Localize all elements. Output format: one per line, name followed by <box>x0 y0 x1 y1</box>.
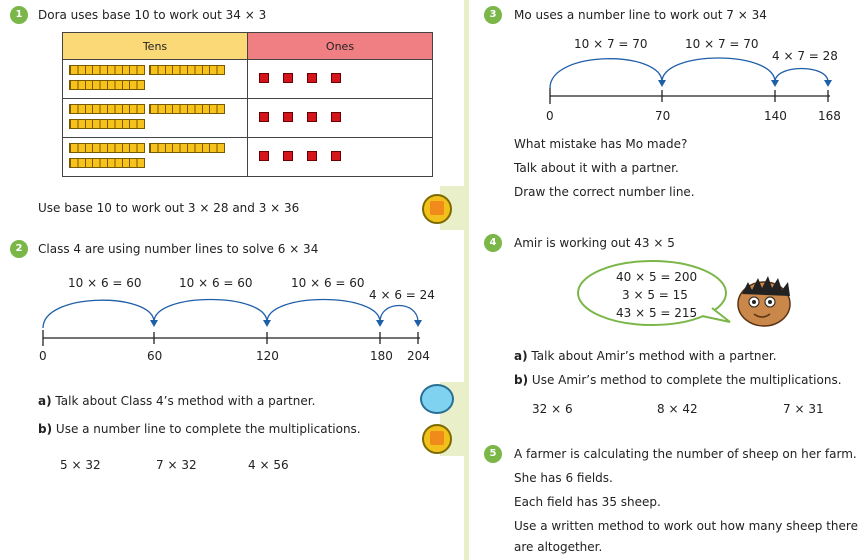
ten-rod <box>69 65 145 75</box>
part-b <box>38 422 361 436</box>
ones-cell <box>248 138 433 177</box>
problem: 7 × 31 <box>783 402 824 416</box>
arrowhead <box>824 80 832 87</box>
tens-cell <box>63 138 248 177</box>
question-number: 4 <box>484 234 502 252</box>
jump-arc <box>775 69 828 83</box>
tick-label: 140 <box>764 109 787 123</box>
tick-label: 168 <box>818 109 841 123</box>
part-b <box>514 373 842 387</box>
ten-rod <box>149 65 225 75</box>
part-a-label: a) <box>514 349 528 363</box>
prompt-line: Draw the correct number line. <box>514 185 695 199</box>
ones-header: Ones <box>248 33 433 60</box>
prompt-line: Use a written method to work out how many sheep there <box>514 519 858 533</box>
prompt-line: are altogether. <box>514 540 603 554</box>
one-cube <box>331 112 341 122</box>
prompt-line: She has 6 fields. <box>514 471 613 485</box>
jump-label: 10 × 7 = 70 <box>685 37 759 51</box>
bubble-line: 40 × 5 = 200 <box>616 270 698 284</box>
jump-arc <box>550 59 662 88</box>
jump-label: 10 × 6 = 60 <box>179 276 253 290</box>
jump-label: 10 × 6 = 60 <box>68 276 142 290</box>
problem: 5 × 32 <box>60 458 101 472</box>
part-b-text: Use Amir’s method to complete the multiplications. <box>531 373 842 387</box>
tens-cell <box>63 60 248 99</box>
one-cube <box>331 151 341 161</box>
jump-label: 10 × 6 = 60 <box>291 276 365 290</box>
problem: 8 × 42 <box>657 402 698 416</box>
one-cube <box>259 73 269 83</box>
ten-rod <box>69 80 145 90</box>
jump-arc <box>154 300 267 323</box>
base-ten-icon <box>422 194 452 224</box>
question-text: Mo uses a number line to work out 7 × 34 <box>514 8 767 22</box>
ten-rod <box>69 119 145 129</box>
one-cube <box>307 112 317 122</box>
tick-label: 70 <box>655 109 671 123</box>
arrowhead <box>414 320 422 327</box>
base-ten-icon <box>422 424 452 454</box>
place-value-table <box>62 32 433 177</box>
jump-arc <box>662 58 775 82</box>
ten-rod <box>69 104 145 114</box>
part-a-text: Talk about Amir’s method with a partner. <box>531 349 777 363</box>
jump-label: 10 × 7 = 70 <box>574 37 648 51</box>
problem: 7 × 32 <box>156 458 197 472</box>
arrowhead <box>150 320 158 327</box>
question-text: Dora uses base 10 to work out 34 × 3 <box>38 8 267 22</box>
ten-rod <box>69 158 145 168</box>
prompt-line: Talk about it with a partner. <box>514 161 679 175</box>
part-b-text: Use a number line to complete the multiplications. <box>55 422 361 436</box>
arrowhead <box>771 80 779 87</box>
part-b-label: b) <box>38 422 53 436</box>
one-cube <box>283 73 293 83</box>
part-a <box>514 349 777 363</box>
part-a-text: Talk about Class 4’s method with a partner. <box>55 394 316 408</box>
one-cube <box>307 151 317 161</box>
problem: 4 × 56 <box>248 458 289 472</box>
part-a <box>38 394 315 408</box>
arrowhead <box>658 80 666 87</box>
tick-label: 204 <box>407 349 430 363</box>
one-cube <box>307 73 317 83</box>
one-cube <box>331 73 341 83</box>
arrowhead <box>376 320 384 327</box>
tick-label: 60 <box>147 349 163 363</box>
arrowhead <box>263 320 271 327</box>
ones-cell <box>248 60 433 99</box>
tens-header: Tens <box>63 33 248 60</box>
tick-label: 0 <box>546 109 554 123</box>
tick-label: 180 <box>370 349 393 363</box>
question-number: 5 <box>484 445 502 463</box>
tens-cell <box>63 99 248 138</box>
amir-avatar <box>736 272 800 328</box>
part-b-label: b) <box>514 373 529 387</box>
ten-rod <box>149 143 225 153</box>
jump-label: 4 × 7 = 28 <box>772 49 838 63</box>
tick-label: 120 <box>256 349 279 363</box>
question-text: Amir is working out 43 × 5 <box>514 236 675 250</box>
bubble-line: 3 × 5 = 15 <box>622 288 688 302</box>
page-divider <box>464 0 469 560</box>
jump-label: 4 × 6 = 24 <box>369 288 435 302</box>
part-a-label: a) <box>38 394 52 408</box>
problem: 32 × 6 <box>532 402 573 416</box>
discuss-icon <box>420 384 454 414</box>
jump-arc <box>43 300 154 328</box>
question-number: 1 <box>10 6 28 24</box>
ten-rod <box>149 104 225 114</box>
follow-up-text: Use base 10 to work out 3 × 28 and 3 × 36 <box>38 201 300 215</box>
question-number: 2 <box>10 240 28 258</box>
prompt-line: A farmer is calculating the number of sheep on her farm. <box>514 447 857 461</box>
ten-rod <box>69 143 145 153</box>
bubble-line: 43 × 5 = 215 <box>616 306 698 320</box>
jump-arc <box>380 306 418 323</box>
one-cube <box>259 112 269 122</box>
one-cube <box>283 112 293 122</box>
one-cube <box>283 151 293 161</box>
one-cube <box>259 151 269 161</box>
tick-label: 0 <box>39 349 47 363</box>
prompt-line: What mistake has Mo made? <box>514 137 688 151</box>
question-text: Class 4 are using number lines to solve 6 × 34 <box>38 242 319 256</box>
jump-arc <box>267 300 380 323</box>
ones-cell <box>248 99 433 138</box>
question-number: 3 <box>484 6 502 24</box>
prompt-line: Each field has 35 sheep. <box>514 495 661 509</box>
